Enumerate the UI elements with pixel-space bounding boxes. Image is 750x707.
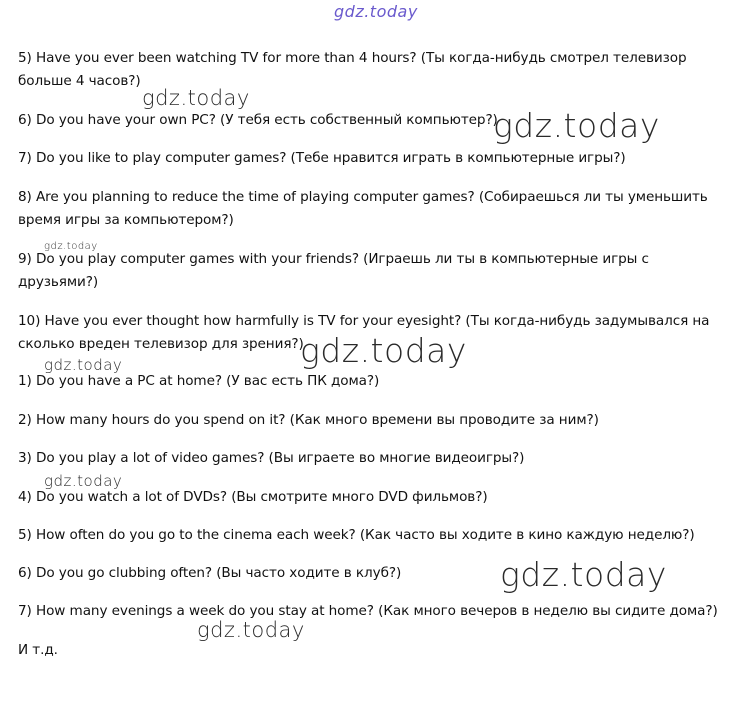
- question-5-line-1: 5) Have you ever been watching TV for more than 4 hours? (Ты когда-нибудь смотрел телевизор: [18, 50, 687, 66]
- question-8-line-2: время игры за компьютером?): [18, 212, 234, 228]
- question-b6: 6) Do you go clubbing often? (Вы часто ходите в клуб?): [18, 565, 402, 581]
- watermark: gdz.today: [493, 106, 660, 145]
- etc-line: И т.д.: [18, 642, 58, 658]
- question-b2: 2) How many hours do you spend on it? (Как много времени вы проводите за ним?): [18, 412, 599, 428]
- watermark: gdz.today: [197, 618, 305, 642]
- watermark: gdz.today: [44, 356, 123, 374]
- watermark: gdz.today: [44, 472, 123, 490]
- question-b1: 1) Do you have a PC at home? (У вас есть ПК дома?): [18, 373, 380, 389]
- watermark-top: gdz.today: [334, 2, 418, 21]
- watermark: gdz.today: [300, 331, 467, 370]
- watermark: gdz.today: [500, 555, 667, 594]
- question-10-line-2: сколько вреден телевизор для зрения?): [18, 336, 304, 352]
- question-7: 7) Do you like to play computer games? (Тебе нравится играть в компьютерные игры?): [18, 150, 626, 166]
- question-8-line-1: 8) Are you planning to reduce the time of playing computer games? (Собираешься ли ты уменьшить: [18, 189, 708, 205]
- question-10-line-1: 10) Have you ever thought how harmfully is TV for your eyesight? (Ты когда-нибудь задумывался на: [18, 313, 710, 329]
- watermark: gdz.today: [44, 241, 98, 252]
- question-b4: 4) Do you watch a lot of DVDs? (Вы смотрите много DVD фильмов?): [18, 489, 488, 505]
- watermark: gdz.today: [142, 86, 250, 110]
- question-5-line-2: больше 4 часов?): [18, 73, 141, 89]
- question-b3: 3) Do you play a lot of video games? (Вы играете во многие видеоигры?): [18, 450, 525, 466]
- question-9-line-2: друзьями?): [18, 274, 99, 290]
- question-6: 6) Do you have your own PC? (У тебя есть собственный компьютер?): [18, 112, 498, 128]
- question-b5: 5) How often do you go to the cinema each week? (Как часто вы ходите в кино каждую неделю?): [18, 527, 695, 543]
- question-9-line-1: 9) Do you play computer games with your friends? (Играешь ли ты в компьютерные игры с: [18, 251, 649, 267]
- question-b7: 7) How many evenings a week do you stay at home? (Как много вечеров в неделю вы сидите дома?): [18, 603, 718, 619]
